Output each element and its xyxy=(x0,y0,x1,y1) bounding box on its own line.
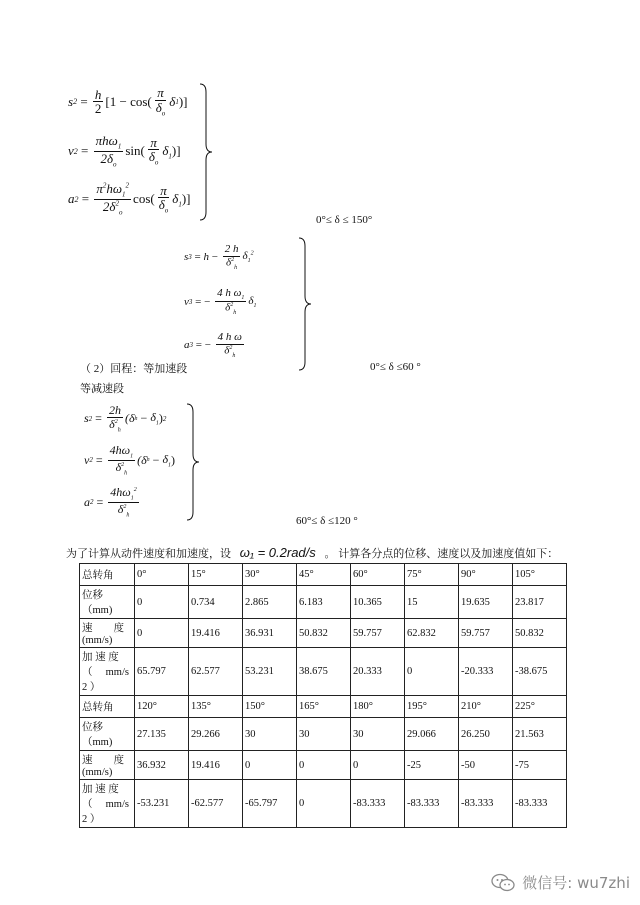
data-table xyxy=(79,563,567,828)
row-label: 总转角 xyxy=(80,564,135,586)
range-text-1: 0°≤ δ ≤ 150° xyxy=(316,214,373,226)
range-text-3: 60°≤ δ ≤120 ° xyxy=(296,515,358,527)
brace-2 xyxy=(297,236,313,372)
equation-block-2 xyxy=(184,238,304,368)
table-row: 加 速 度 （ mm/s 2 ） -53.231 -62.577 -65.797 0 -83.333 -83.333 -83.333 -83.333 xyxy=(80,780,567,828)
decel-label: 等减速段 xyxy=(80,383,124,395)
watermark xyxy=(490,872,630,893)
omega-value: ω₁ = 0.2rad/s xyxy=(239,545,316,560)
row-label: 总转角 xyxy=(80,696,135,718)
equation-a2-return: a 2 = $\frac{4h\omega_1^2}{\delta^2_h}$ xyxy=(84,485,137,519)
watermark-text: 微信号: wu7zhi xyxy=(522,874,630,892)
table-row: 速 度 (mm/s) 36.932 19.416 0 0 0 -25 -50 -75 xyxy=(80,751,567,780)
return-label: （ 2）回程：等加速段 xyxy=(80,363,188,375)
brace-1 xyxy=(198,82,214,222)
range-text-2: 0°≤ δ ≤60 ° xyxy=(370,361,421,373)
equation-s2: s 2 = $\frac{h}{2}$ [1 − cos( $\frac{\pi}{\delta_o}$ δ 1 )] xyxy=(68,85,188,118)
row-label: 加 速 度 （ mm/s 2 ） xyxy=(80,780,135,828)
row-label: 位移（mm) xyxy=(80,586,135,619)
table-row: 总转角 120° 135° 150° 165° 180° 195° 210° 225° xyxy=(80,696,567,718)
table-row: 总转角 0° 15° 30° 45° 60° 75° 90° 105° xyxy=(80,564,567,586)
row-label: 加 速 度 （ mm/s 2 ） xyxy=(80,648,135,696)
brace-3 xyxy=(185,402,201,522)
intro-line: 为了计算从动件速度和加速度，设 ω₁ = 0.2rad/s 。 计算各分点的位移、速度以及加速度值如下： xyxy=(66,545,559,560)
equation-a2: a 2 = $\frac{\pi^2h\omega_1^2}{2\delta^2_o}$ cos( $\frac{\pi}{\delta_o}$ $\delta_1$ )] xyxy=(68,181,191,217)
wechat-icon xyxy=(490,873,516,893)
equation-s2-return: s 2 = $\frac{2h}{\delta^2_h}$ (δ h − $\delta_1$ ) 2 xyxy=(84,403,167,433)
row-label: 位移（mm) xyxy=(80,718,135,751)
table-row: 加 速 度 （ mm/s 2 ） 65.797 62.577 53.231 38.675 20.333 0 -20.333 -38.675 xyxy=(80,648,567,696)
equation-s3: s 3 = h − $\frac{2 h}{\delta^2_h}$ $\delta_1^2$ xyxy=(184,243,254,271)
equation-block-3 xyxy=(84,400,194,525)
table-row: 速 度 (mm/s) 0 19.416 36.931 50.832 59.757 62.832 59.757 50.832 xyxy=(80,619,567,648)
equation-v3: v 3 = − $\frac{4 h \omega_1}{\delta^2_h}$ $\delta_1$ xyxy=(184,287,257,317)
table-row: 位移（mm) 0 0.734 2.865 6.183 10.365 15 19.635 23.817 xyxy=(80,586,567,619)
table-row: 位移（mm) 27.135 29.266 30 30 30 29.066 26.250 21.563 xyxy=(80,718,567,751)
row-label: 速 度 (mm/s) xyxy=(80,619,135,648)
row-label: 速 度 (mm/s) xyxy=(80,751,135,780)
equation-v2-return: v 2 = $\frac{4h\omega_1}{\delta^2_h}$ (δ h − $\delta_1$ ) xyxy=(84,443,176,477)
equation-block-1 xyxy=(68,78,268,228)
equation-a3: a 3 = − $\frac{\text{4 h ω}}{\delta^2_h}$ xyxy=(184,331,242,359)
equation-v2: v 2 = $\frac{\pi h\omega_1}{2\delta_o}$ sin( $\frac{\pi}{\delta_o}$ $\delta_1$ )] xyxy=(68,133,181,169)
